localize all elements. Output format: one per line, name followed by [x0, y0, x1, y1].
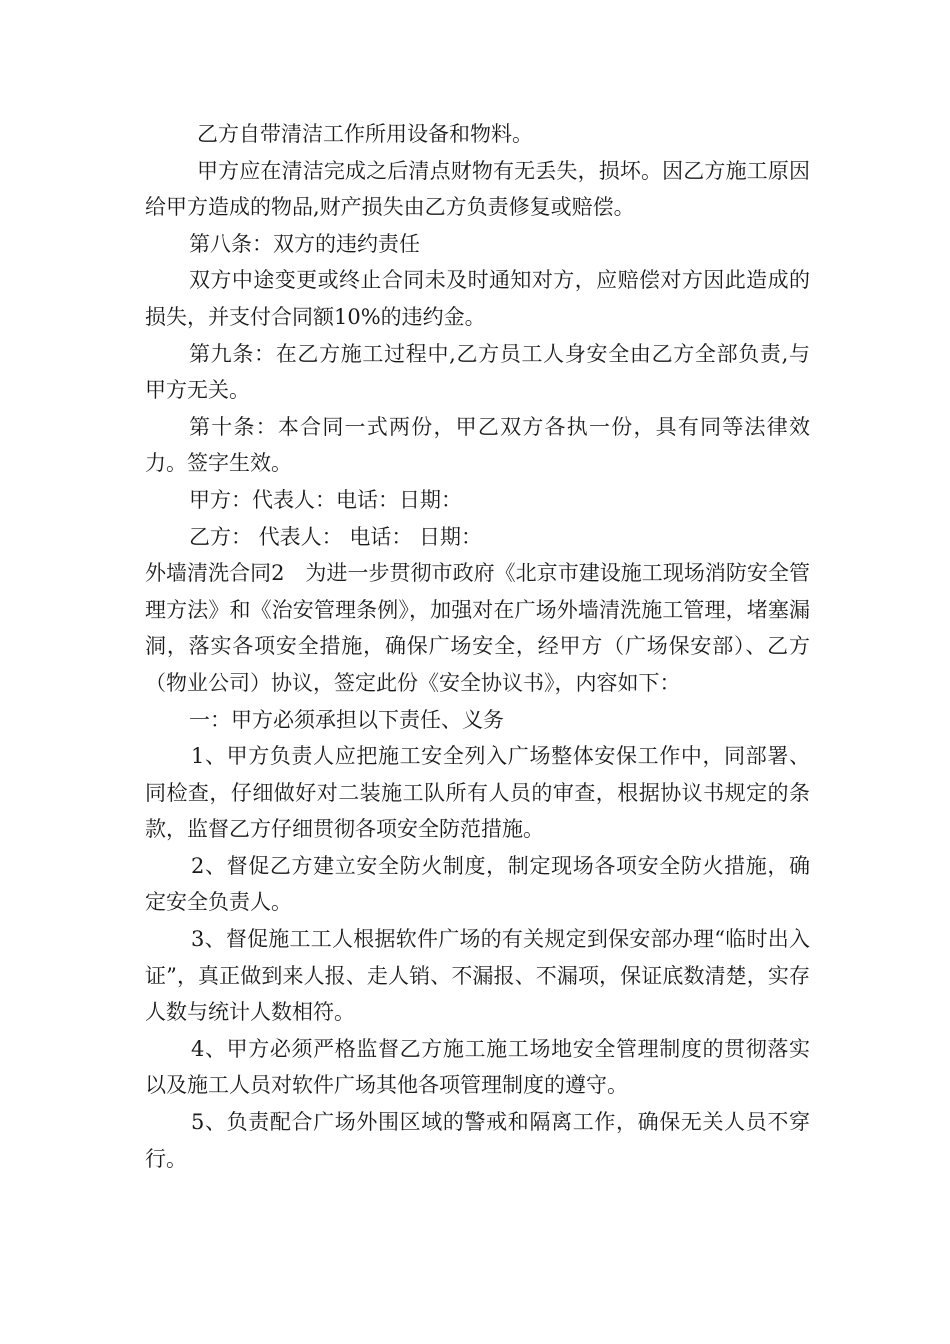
article-8-heading: 第八条：双方的违约责任 — [189, 231, 420, 256]
clause-2: 2、督促乙方建立安全防火制度，制定现场各项安全防火措施，确定安全负责人。 — [145, 853, 810, 915]
article-9: 第九条：在乙方施工过程中,乙方员工人身安全由乙方全部负责,与甲方无关。 — [145, 341, 810, 403]
party-a-signature-line: 甲方：代表人：电话：日期： — [189, 487, 462, 512]
paragraph-equipment: 乙方自带清洁工作所用设备和物料。 — [197, 122, 533, 146]
paragraph-property-check: 甲方应在清洁完成之后清点财物有无丢失，损坏。因乙方施工原因给甲方造成的物品,财产损失由乙方负责修复或赔偿。 — [145, 158, 810, 220]
contract-2-intro: 外墙清洗合同2 为进一步贯彻市政府《北京市建设施工现场消防安全管理方法》和《治安管理条例》，加强对在广场外墙清洗施工管理，堵塞漏洞，落实各项安全措施，确保广场安全，经甲方（广场保安部）、乙方（物业公司）协议，签定此份《安全协议书》，内容如下： — [145, 561, 810, 695]
clause-1: 1、甲方负责人应把施工安全列入广场整体安保工作中，同部署、同检查，仔细做好对二装施工队所有人员的审查，根据协议书规定的条款，监督乙方仔细贯彻各项安全防范措施。 — [145, 744, 810, 842]
section-1-heading: 一：甲方必须承担以下责任、义务 — [189, 707, 504, 732]
document-body — [145, 116, 810, 1177]
clause-5: 5、负责配合广场外围区域的警戒和隔离工作，确保无关人员不穿行。 — [145, 1110, 810, 1171]
clause-4: 4、甲方必须严格监督乙方施工施工场地安全管理制度的贯彻落实以及施工人员对软件广场其他各项管理制度的遵守。 — [145, 1036, 810, 1098]
article-10: 第十条：本合同一式两份，甲乙双方各执一份，具有同等法律效力。签字生效。 — [145, 414, 810, 476]
paragraph-breach-liability: 双方中途变更或终止合同未及时通知对方，应赔偿对方因此造成的损失，并支付合同额10%的违约金。 — [145, 268, 810, 329]
party-b-signature-line: 乙方： 代表人： 电话： 日期： — [189, 524, 483, 549]
clause-3: 3、督促施工工人根据软件广场的有关规定到保安部办理“临时出入证”，真正做到来人报、走人销、不漏报、不漏项，保证底数清楚，实存人数与统计人数相符。 — [145, 927, 810, 1025]
